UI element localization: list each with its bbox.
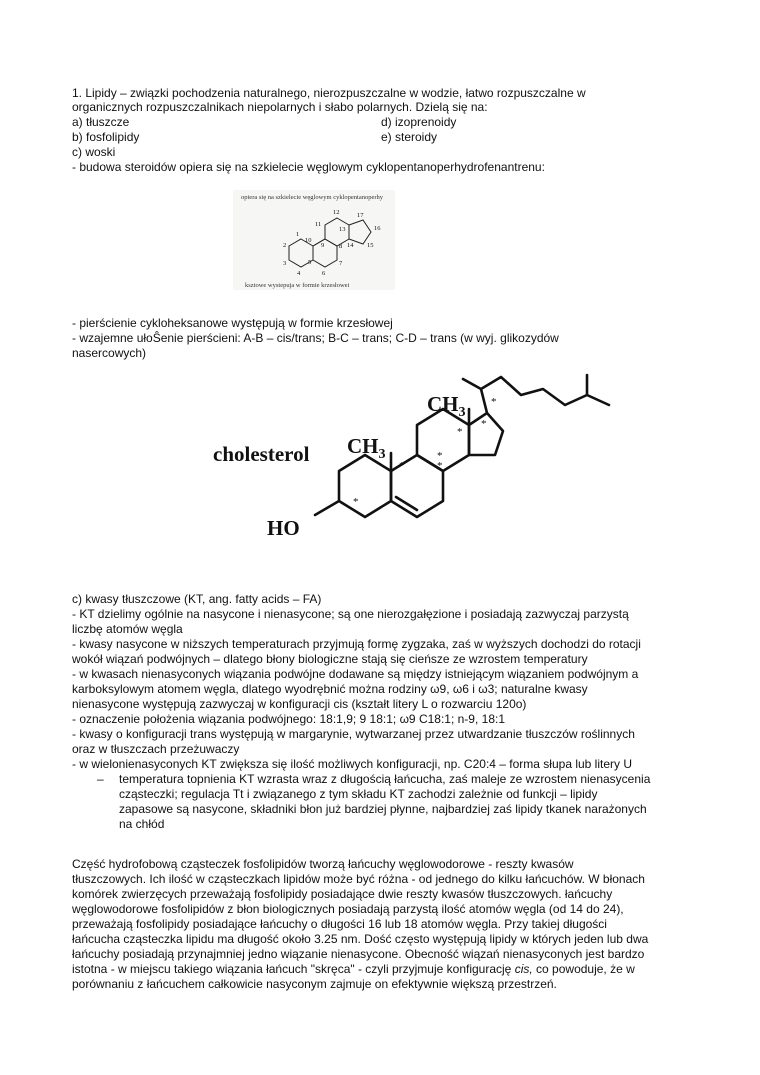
- para-line-8: istotna - w miejscu takiego wiązania łańcuch "skręca" - czyli przyjmuje konfigurację cis, co powoduje, że w: [72, 962, 635, 976]
- atom-6-label: 6: [322, 270, 326, 277]
- svg-text:CH3: $CH_3$: [347, 434, 386, 462]
- fa-line-9: - oznaczenie położenia wiązania podwójnego: 18:1,9; 9 18:1; ω9 C18:1; n-9, 18:1: [72, 712, 505, 726]
- svg-text:*: *: [399, 460, 405, 472]
- steroid-skeleton-diagram: [233, 190, 395, 290]
- cholesterol-structure: [205, 365, 625, 545]
- atom-7-label: 7: [339, 260, 343, 267]
- fa-line-5: wokół wiązań podwójnych – dlatego błony biologiczne stają się cieńsze ze wzrostem temperatury: [72, 652, 588, 666]
- para-line-3: komórek zwierzęcych przeważają fosfolipidy posiadające dwie reszty kwasów tłuszczowych. łańcuchy: [72, 887, 613, 901]
- fa-line-12: - w wielonienasyconych KT zwiększa się ilość możliwych konfiguracji, np. C20:4 – forma słupa lub litery U: [72, 757, 633, 771]
- atom-11-label: 11: [315, 221, 322, 228]
- fa-bullet-line-1: temperatura topnienia KT wzrasta wraz z długością łańcucha, zaś maleje ze wzrostem nienasycenia: [119, 772, 651, 786]
- atom-13-label: 13: [339, 226, 346, 233]
- fa-line-10: - kwasy o konfiguracji trans występują w margarynie, wytwarzanej przez utwardzanie tłuszczów roślinnych: [72, 727, 635, 741]
- svg-text:*: *: [353, 496, 359, 508]
- atom-8-label: 8: [339, 243, 343, 250]
- svg-text:CH3: $CH_3$: [427, 392, 466, 420]
- ho-label: HO: [267, 516, 300, 540]
- svg-text:*: *: [481, 418, 487, 430]
- svg-text:*: *: [457, 426, 463, 438]
- fa-line-4: - kwasy nasycone w niższych temperaturach przyjmują formę zygzaka, zaś w wyższych dochodzi do rotacji: [72, 637, 641, 651]
- atom-14-label: 14: [347, 242, 354, 249]
- fa-heading: c) kwasy tłuszczowe (KT, ang. fatty acids – FA): [72, 592, 322, 606]
- fa-bullet-line-2: cząsteczki; regulacja Tt i związanego z tym składu KT zachodzi zależnie od funkcji – lipidy: [119, 787, 598, 801]
- fa-line-8: nienasycone występują zazwyczaj w konfiguracji cis (kształt litery L o rozwarciu 120o): [72, 697, 527, 711]
- category-e: e) steroidy: [381, 130, 438, 144]
- atom-5-label: 5: [308, 259, 312, 266]
- atom-4-label: 4: [297, 270, 301, 277]
- fa-bullet-line-3: zapasowe są nasycone, składniki błon już bardziej płynne, najbardziej zaś lipidy tkanek narażonych: [119, 802, 647, 816]
- fig1-caption-top: opiera się na szkielecie węglowym cyklopentanoperhy: [241, 194, 384, 201]
- svg-text:*: *: [437, 450, 443, 462]
- svg-text:*: *: [437, 460, 443, 472]
- fa-line-6: - w kwasach nienasyconych wiązania podwójne dodawane są między istniejącym wiązaniem podwójnym a: [72, 667, 639, 681]
- category-d: d) izoprenoidy: [381, 115, 457, 129]
- svg-text:*: *: [491, 396, 497, 408]
- fa-line-2: - KT dzielimy ogólnie na nasycone i nienasycone; są one nierozgałęzione i posiadają zazwyczaj parzystą: [72, 607, 629, 621]
- cholesterol-label: cholesterol: [213, 442, 310, 466]
- para-line-2: tłuszczowych. Ich ilość w cząsteczkach lipidów może być różna - od jednego do kilku łańcuchów. W błonach: [72, 872, 645, 886]
- category-b: b) fosfolipidy: [72, 130, 140, 144]
- steroid-description: - budowa steroidów opiera się na szkielecie węglowym cyklopentanoperhydrofenantrenu:: [72, 160, 545, 174]
- intro-line-1: 1. Lipidy – związki pochodzenia naturalnego, nierozpuszczalne w wodzie, łatwo rozpuszczalne w: [72, 86, 586, 100]
- ch3-label-1: CH: [347, 434, 379, 458]
- fa-line-11: oraz w tłuszczach przeżuwaczy: [72, 742, 240, 756]
- atom-17-label: 17: [357, 212, 364, 219]
- atom-16-label: 16: [374, 225, 381, 232]
- category-a: a) tłuszcze: [72, 115, 130, 129]
- atom-9-label: 9: [321, 242, 325, 249]
- intro-line-2: organicznych rozpuszczalnikach niepolarnych i słabo polarnych. Dzielą się na:: [72, 100, 488, 114]
- fa-line-3: liczbę atomów węgla: [72, 622, 183, 636]
- fig1-caption-bottom: ksztowe wystepuja w formie krzesłowei: [245, 282, 350, 289]
- fa-bullet-line-4: na chłód: [119, 817, 165, 831]
- cis-italic: cis,: [514, 962, 533, 976]
- bullet-dash: –: [97, 772, 104, 786]
- para-line-1: Część hydrofobową cząsteczek fosfolipidów tworzą łańcuchy węglowodorowe - reszty kwasów: [72, 857, 574, 871]
- para-line-6: łańcucha cząsteczka lipidu ma długość około 3.25 nm. Dość często występują lipidy w których jeden lub dwa: [72, 932, 649, 946]
- fa-line-7: karboksylowym atomem węgla, dlatego wyodrębnić można rodziny ω9, ω6 i ω3; naturalne kwasy: [72, 682, 588, 696]
- atom-3-label: 3: [283, 260, 287, 267]
- steroid-skeleton-figure: [233, 190, 395, 290]
- atom-1-label: 1: [296, 231, 300, 238]
- para-line-9: porównaniu z łańcuchem całkowicie nasyconym zajmuje on efektywnie większą przestrzeń.: [72, 977, 557, 991]
- atom-10-label: 10: [305, 237, 312, 244]
- category-c: c) woski: [72, 145, 116, 159]
- ch3-label-2: CH: [427, 392, 459, 416]
- note-chair-form: - pierścienie cykloheksanowe występują w formie krzesłowej: [72, 316, 393, 330]
- para-line-5: przeważają fosfolipidy posiadające łańcuchy o długości 16 lub 18 atomów węgla. Przy takiej długości: [72, 917, 607, 931]
- note-ring-arrangement-cont: nasercowych): [72, 346, 147, 360]
- note-ring-arrangement: - wzajemne ułoŜenie pierścieni: A-B – cis/trans; B-C – trans; C-D – trans (w wyj. glikozydów: [72, 331, 559, 345]
- atom-2-label: 2: [283, 242, 287, 249]
- para-line-7: łańcuchy posiadają przynajmniej jedno wiązanie nienasycone. Obecność wiązań nienasyconych jest bardzo: [72, 947, 645, 961]
- atom-15-label: 15: [367, 242, 374, 249]
- para-line-4: węglowodorowe fosfolipidów z błon biologicznych posiadają parzystą ilość atomów węgla (od 14 do 24),: [72, 902, 624, 916]
- atom-12-label: 12: [333, 209, 340, 216]
